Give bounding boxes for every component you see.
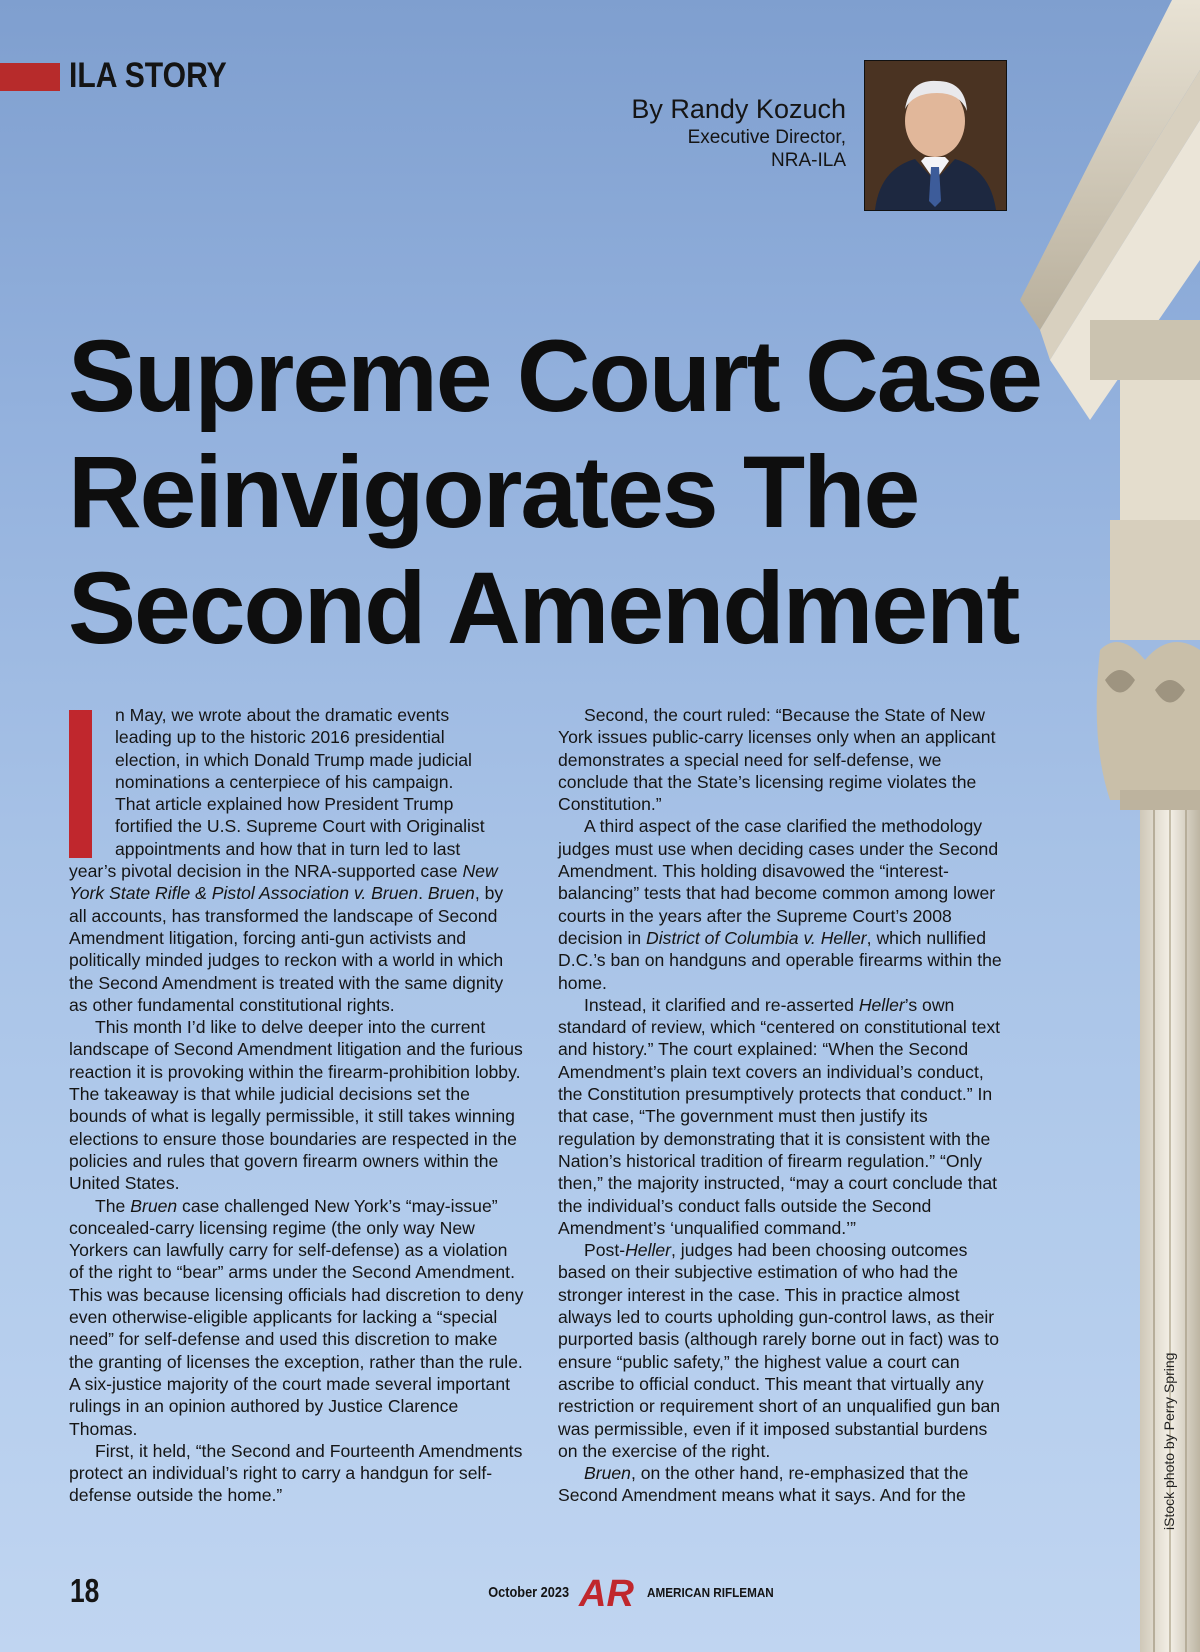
author-name: By Randy Kozuch (631, 94, 846, 124)
opening-line: That article explained how President Trump (115, 794, 454, 815)
text-run: , judges had been choosing outcomes based on their subjective estimation of who had the stronger interest in the case. This in practice almost always led to courts upholding gun-control laws, as their purported basis (although rarely borne out in fact) was to ensure “public safety,” the highest value a court can ascribe to official conduct. This meant that virtually any restriction or requirement short of an unqualified gun ban was permissible, even if it imposed substantial burdens on the exercise of the right. (558, 1240, 1001, 1461)
section-label: ILA STORY (69, 56, 227, 95)
text-run: . (418, 883, 428, 904)
headline (68, 318, 1048, 666)
article-paragraph (558, 1239, 1008, 1462)
headline-line-2: Reinvigorates The (68, 435, 919, 549)
case-name: Bruen (130, 1195, 178, 1216)
byline (631, 92, 846, 172)
article-paragraph: This month I’d like to delve deeper into the current landscape of Second Amendment litigation and the furious reaction it is provoking within the firearm-prohibition lobby. The takeaway is that while judicial decisions set the bounds of what is legally permissible, it still takes winning elections to ensure those boundaries are respected in the policies and rules that govern firearm owners within the United States. (69, 1017, 523, 1194)
opening-line: appointments and how that in turn led to last (115, 838, 461, 859)
opening-line: leading up to the historic 2016 presidential (115, 727, 445, 748)
article-paragraph (558, 1462, 1008, 1507)
case-name: Bruen (584, 1463, 631, 1484)
text-run: ’s own standard of review, which “centered on constitutional text and history.” The court explained: “When the Second Amendment’s plain text covers an individual’s conduct, the Constitution presumptively protects that conduct.” In that case, “The government must then justify its regulation by demonstrating that it is consistent with the Nation’s historical tradition of firearm regulation.” “Only then,” the majority instructed, “may a court conclude that the individual’s conduct falls outside the Second Amendment’s ‘unqualified command.’” (558, 994, 1001, 1238)
photo-credit: iStock photo by Perry Spring (1161, 1352, 1177, 1530)
case-name: Bruen (427, 883, 475, 904)
logo-letters: AR (579, 1573, 634, 1612)
issue-date: October 2023 (488, 1583, 570, 1601)
author-role-line1: Executive Director, (687, 127, 846, 148)
opening-line: election, in which Donald Trump made judicial (115, 749, 472, 770)
case-name: Heller (858, 994, 905, 1015)
headline-line-3: Second Amendment (68, 551, 1019, 665)
case-name: Heller (625, 1240, 672, 1261)
article-column-left (69, 704, 524, 1507)
opening-line: nominations a centerpiece of his campaign. (115, 771, 454, 792)
case-name: District of Columbia v. Heller (646, 927, 867, 948)
text-run: case challenged New York’s “may-issue” concealed-carry licensing regime (the only way New Yorkers can lawfully carry for self-defense) as a violation of the right to “bear” arms under the Second Amendment. This was because licensing officials had discretion to deny even otherwise-eligible applicants for lacking a “special need” for self-defense and used this discretion to make the granting of licenses the exception, rather than the rule. A six-justice majority of the court made several important rulings in an opinion authored by Justice Clarence Thomas. (69, 1195, 524, 1439)
section-accent-bar (0, 63, 60, 91)
page-number: 18 (70, 1572, 100, 1609)
text-run: , which nullified D.C.’s ban on handguns and operable firearms within the home. (558, 927, 1002, 993)
page-footer (474, 1572, 788, 1612)
article-opening-lines (69, 704, 524, 860)
author-role-line2: NRA-ILA (771, 150, 846, 171)
article-column-right (558, 704, 1008, 1507)
text-run: The (95, 1195, 131, 1216)
text-run: , on the other hand, re-emphasized that the Second Amendment means what it says. And for the (558, 1463, 969, 1506)
headline-line-1: Supreme Court Case (68, 319, 1041, 433)
article-paragraph (558, 815, 1008, 993)
text-run: , by all accounts, has transformed the landscape of Second Amendment litigation, forcing anti-gun activists and politically minded judges to reckon with a world in which the Second Amendment is treated with the same dignity as other fundamental constitutional rights. (69, 883, 504, 1015)
article-paragraph: Second, the court ruled: “Because the State of New York issues public-carry licenses only when an applicant demonstrates a special need for self-defense, we conclude that the State’s licensing regime violates the Constitution.” (558, 705, 996, 815)
article-paragraph: First, it held, “the Second and Fourteenth Amendments protect an individual’s right to carry a handgun for self-defense outside the home.” (69, 1440, 523, 1506)
magazine-name: AMERICAN RIFLEMAN (647, 1584, 774, 1600)
opening-line: n May, we wrote about the dramatic events (115, 705, 450, 725)
american-rifleman-logo (577, 1572, 639, 1612)
article-paragraph (558, 994, 1008, 1239)
text-run: year’s pivotal decision in the NRA-supported case (69, 861, 463, 882)
text-run: A third aspect of the case clarified the methodology judges must use when deciding cases under the Second Amendment. This holding disavowed the “interest-balancing” tests that had become common among lower courts in the years after the Supreme Court’s 2008 decision in (558, 816, 999, 948)
opening-line: fortified the U.S. Supreme Court with Originalist (115, 816, 485, 837)
article-paragraph (69, 860, 524, 1016)
text-run: Instead, it clarified and re-asserted (584, 994, 859, 1015)
text-run: Post- (584, 1240, 626, 1261)
author-headshot (864, 60, 1007, 211)
article-paragraph (69, 1195, 524, 1440)
case-name: New York State Rifle & Pistol Association v. Bruen (69, 861, 498, 904)
